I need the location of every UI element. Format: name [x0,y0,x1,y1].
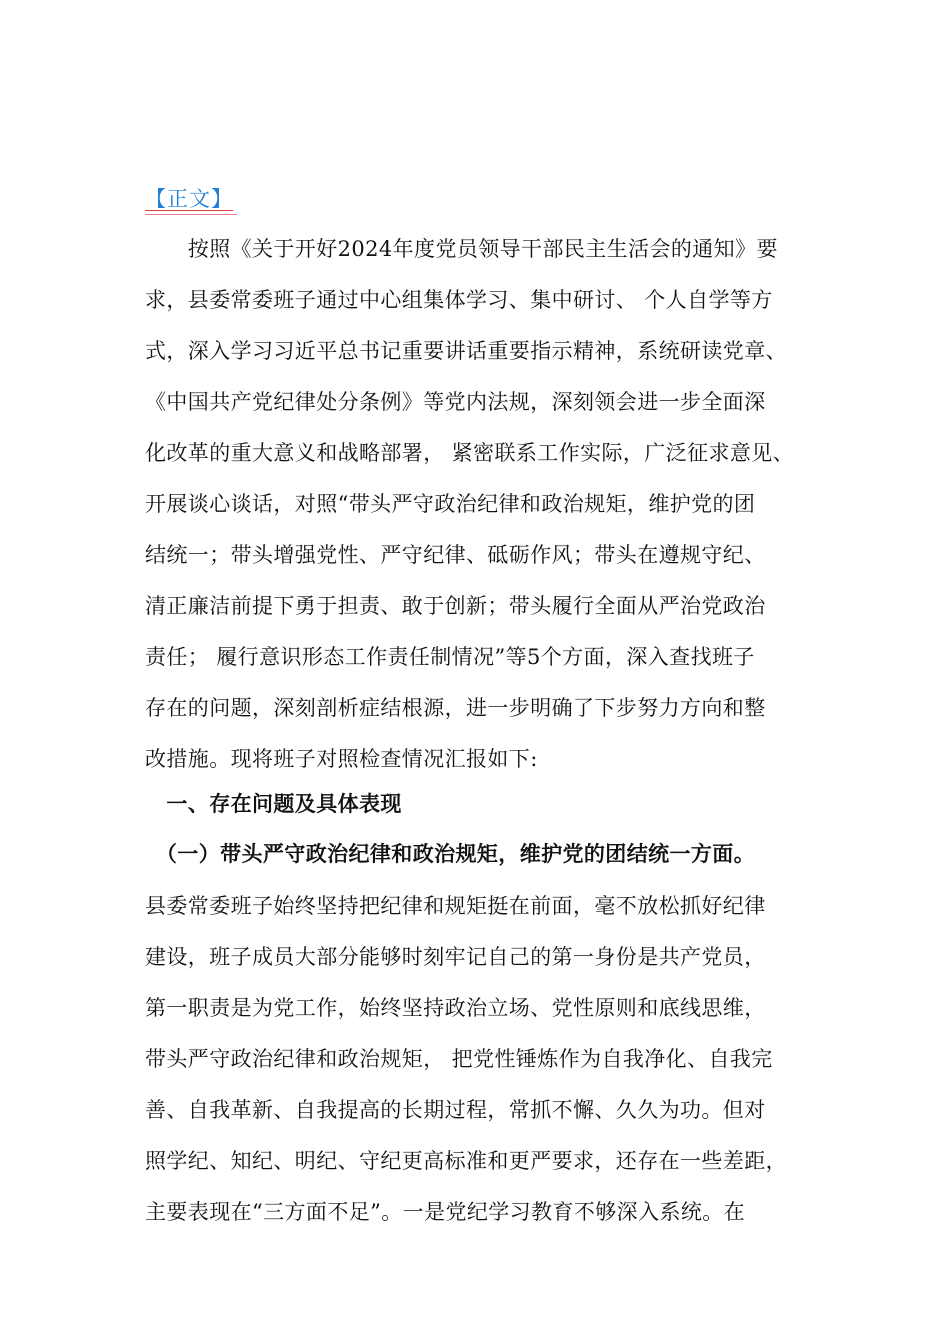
subsection-heading: （一）带头严守政治纪律和政治规矩，维护党的团结统一方面。 [145,841,756,866]
body-line: 改措施。现将班子对照检查情况汇报如下: [145,747,538,771]
body-line: 按照《关于开好2024年度党员领导干部民主生活会的通知》要 [145,237,778,261]
body-line: 第一职责是为党工作，始终坚持政治立场、党性原则和底线思维， [145,996,766,1020]
body-line: 建设，班子成员大部分能够时刻牢记自己的第一身份是共产党员， [145,945,766,969]
body-line: 开展谈心谈话，对照“带头严守政治纪律和政治规矩，维护党的团 [145,492,756,516]
heading-underline-secondary [145,214,237,215]
body-line: 带头严守政治纪律和政治规矩， 把党性锤炼作为自我净化、自我完 [145,1047,773,1071]
section-tag-heading: 【正文】 [145,187,233,211]
body-line: 责任； 履行意识形态工作责任制情况”等5个方面，深入查找班子 [145,645,755,669]
section-heading: 一、存在问题及具体表现 [145,791,402,816]
body-line: 式，深入学习习近平总书记重要讲话重要指示精神，系统研读党章、 [145,339,787,363]
body-line: 善、自我革新、自我提高的长期过程，常抓不懈、久久为功。但对 [145,1098,766,1122]
body-line: 存在的问题，深刻剖析症结根源，进一步明确了下步努力方向和整 [145,696,766,720]
heading-underline [145,210,233,211]
body-line: 《中国共产党纪律处分条例》等党内法规，深刻领会进一步全面深 [145,390,766,414]
body-line: 照学纪、知纪、明纪、守纪更高标准和更严要求，还存在一些差距， [145,1149,787,1173]
body-line: 求，县委常委班子通过中心组集体学习、集中研讨、 个人自学等方 [145,288,773,312]
body-line: 清正廉洁前提下勇于担责、敢于创新；带头履行全面从严治党政治 [145,594,766,618]
body-line: 结统一；带头增强党性、严守纪律、砥砺作风；带头在遵规守纪、 [145,543,766,567]
body-line: 主要表现在“三方面不足”。一是党纪学习教育不够深入系统。在 [145,1200,746,1224]
body-line: 化改革的重大意义和战略部署， 紧密联系工作实际，广泛征求意见、 [145,441,795,465]
body-line: 县委常委班子始终坚持把纪律和规矩挺在前面，毫不放松抓好纪律 [145,894,766,918]
